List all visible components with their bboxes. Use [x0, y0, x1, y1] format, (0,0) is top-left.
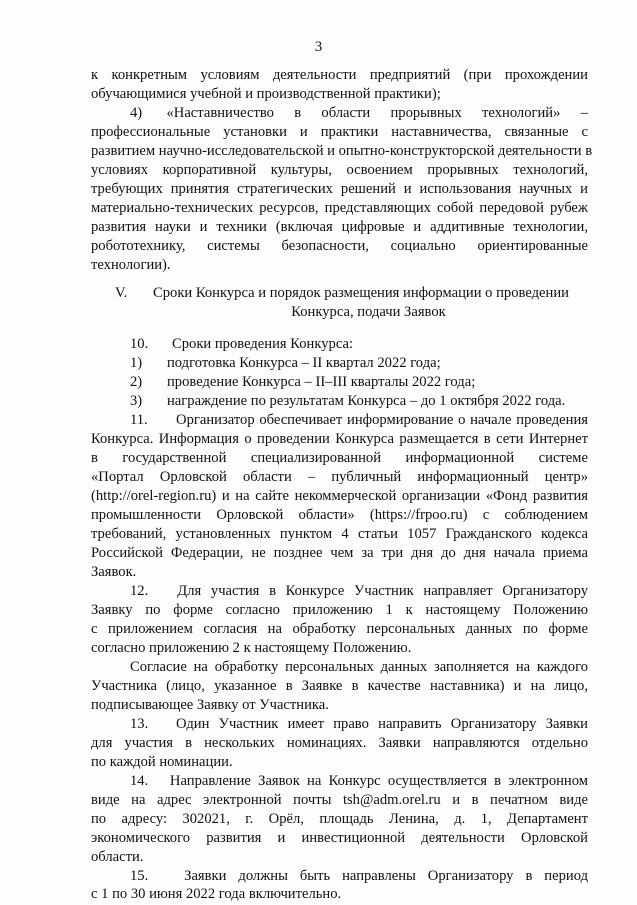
text-line: «Портал Орловской области – публичный информационный центр»: [91, 469, 588, 485]
subitem-text: награждение по результатам Конкурса – до 1 октября 2022 года.: [167, 393, 566, 409]
text-line: 13. Один Участник имеет право направить Организатору Заявки: [130, 716, 588, 732]
text-line: Участника (лицо, указанное в Заявке в качестве наставника) и на лицо,: [91, 678, 588, 694]
item-number: 10.: [130, 336, 149, 352]
text-line: к конкретным условиям деятельности предприятий (при прохождении: [91, 67, 588, 83]
subitem-number: 2): [130, 374, 143, 390]
text-line: профессиональные установки и практики наставничества, связанные с: [91, 124, 588, 140]
subitem-text: проведение Конкурса – II–III кварталы 2022 года;: [167, 374, 476, 390]
text-line: в государственной специализированной информационной системе: [91, 450, 588, 466]
text-line: технологии).: [91, 257, 171, 273]
text-line: 14. Направление Заявок на Конкурс осуществляется в электронном: [130, 773, 588, 789]
text-line: развития науки и техники (включая цифровые и аддитивные технологии,: [91, 219, 588, 235]
text-line: 12. Для участия в Конкурсе Участник направляет Организатору: [130, 583, 588, 599]
text-line: Согласие на обработку персональных данных заполняется на каждого: [130, 659, 588, 675]
text-line: для участия в нескольких номинациях. Заявки направляются отдельно: [91, 735, 588, 751]
text-line: требований, установленных пунктом 4 статьи 1057 Гражданского кодекса: [91, 526, 588, 542]
text-line: (http://orel-region.ru) и на сайте некоммерческой организации «Фонд развития: [91, 488, 588, 504]
subitem-number: 1): [130, 355, 143, 371]
subitem-number: 3): [130, 393, 143, 409]
text-line: материально-технических ресурсов, представляющих собой передовой рубеж: [91, 200, 588, 216]
text-line: области.: [91, 849, 144, 865]
section-heading-line: Сроки Конкурса и порядок размещения информации о проведении: [153, 285, 569, 301]
text-line: по адресу: 302021, г. Орёл, площадь Ленина, д. 1, Департамент: [91, 811, 588, 827]
page-number: 3: [314, 39, 323, 55]
section-heading-line: Конкурса, подачи Заявок: [291, 304, 446, 320]
text-line: 11. Организатор обеспечивает информирование о начале проведения: [130, 412, 588, 428]
section-number: V.: [115, 285, 128, 301]
text-line: Заявок.: [91, 564, 137, 580]
text-line: робототехнику, системы безопасности, социально ориентированные: [91, 238, 588, 254]
text-line: Заявку по форме согласно приложению 1 к настоящему Положению: [91, 602, 588, 618]
text-line: 4) «Наставничество в области прорывных технологий» –: [130, 105, 588, 121]
text-line: с приложением согласия на обработку персональных данных по форме: [91, 621, 588, 637]
text-line: Конкурса. Информация о проведении Конкурса размещается в сети Интернет: [91, 431, 588, 447]
text-line: требующих принятия стратегических решений и использования научных и: [91, 181, 588, 197]
text-line: по каждой номинации.: [91, 754, 233, 770]
text-line: с 1 по 30 июня 2022 года включительно.: [91, 886, 342, 902]
text-line: виде на адрес электронной почты tsh@adm.orel.ru и в печатном виде: [91, 792, 588, 808]
text-line: Российской Федерации, не позднее чем за три дня до дня начала приема: [91, 545, 588, 561]
subitem-text: подготовка Конкурса – II квартал 2022 года;: [167, 355, 441, 371]
text-line: промышленности Орловской области» (https://frpoo.ru) с соблюдением: [91, 507, 588, 523]
text-line: развитием научно-исследовательской и опытно-конструкторской деятельности в: [91, 143, 593, 159]
item-title: Сроки проведения Конкурса:: [172, 336, 354, 352]
text-line: согласно приложению 2 к настоящему Положению.: [91, 640, 412, 656]
text-line: подписывающее Заявку от Участника.: [91, 697, 329, 713]
text-line: 15. Заявки должны быть направлены Организатору в период: [130, 868, 588, 884]
text-line: обучающимися учебной и производственной практики);: [91, 86, 441, 102]
text-line: экономического развития и инвестиционной деятельности Орловской: [91, 830, 588, 846]
text-line: условиях корпоративной культуры, освоением прорывных технологий,: [91, 162, 588, 178]
